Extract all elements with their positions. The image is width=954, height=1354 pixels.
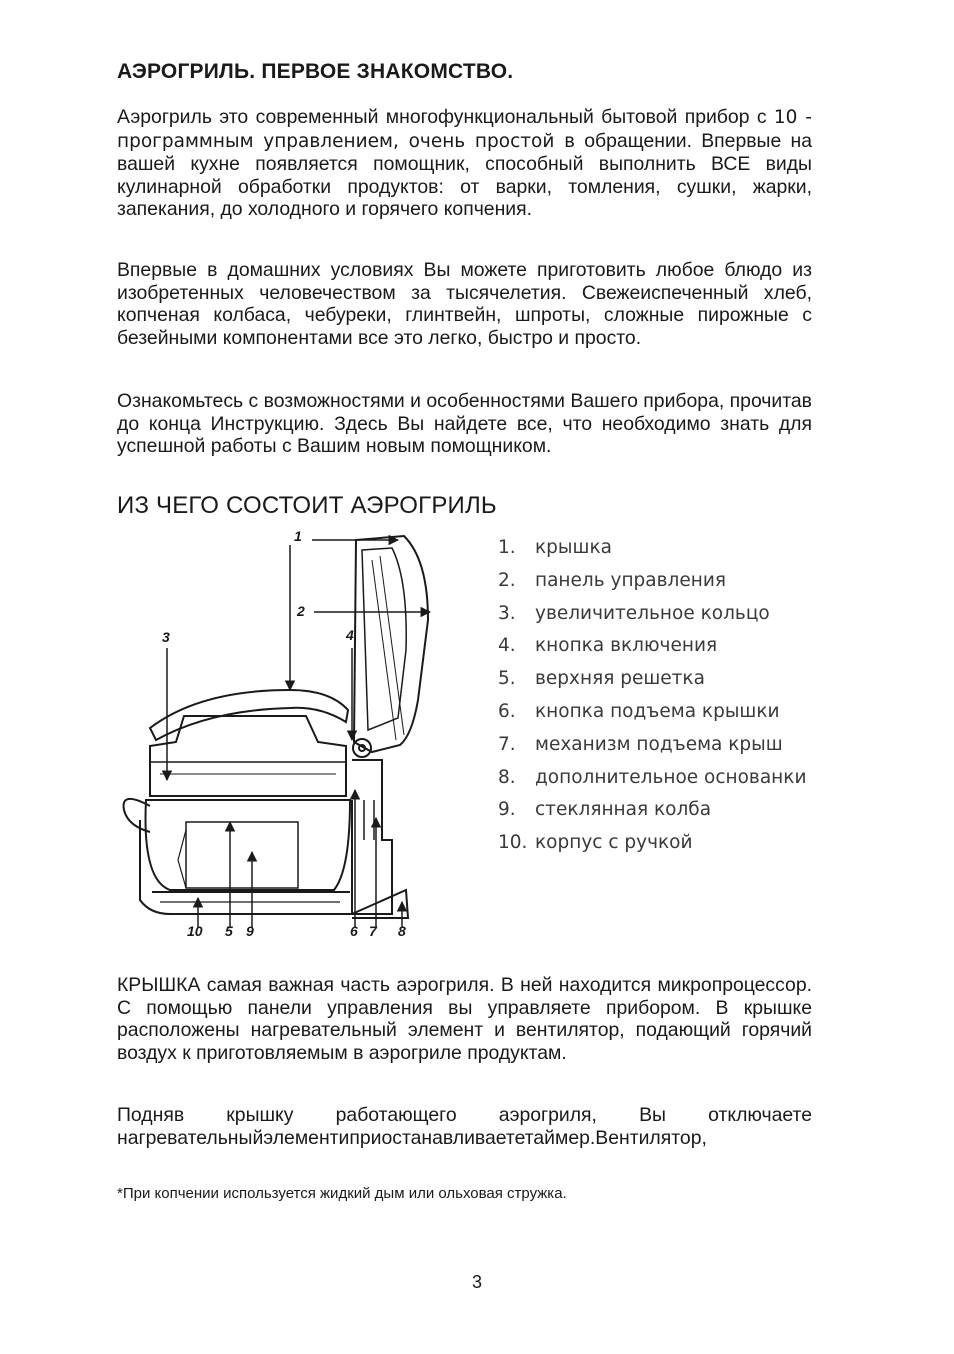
paragraph-lid-continued: Подняв крышку работающего аэрогриля, Вы отключаете нагревательныйэлементиприостанавливаететаймер.Вентилятор,: [117, 1104, 812, 1149]
list-item-label: кнопка включения: [535, 635, 718, 657]
list-item-label: крышка: [535, 537, 612, 558]
glass-bowl: [146, 800, 351, 890]
list-item: [498, 731, 806, 764]
list-item-label: механизм подъема крыш: [535, 733, 783, 755]
list-item-label: кнопка подъема крышки: [535, 700, 780, 722]
callout-8: 8: [398, 923, 406, 939]
list-item-number: 5.: [498, 668, 516, 690]
page-title: АЭРОГРИЛЬ. ПЕРВОЕ ЗНАКОМСТВО.: [117, 60, 514, 83]
callout-5: 5: [225, 923, 233, 939]
callout-9: 9: [246, 923, 254, 939]
list-item-number: 1.: [498, 537, 516, 558]
list-item-number: 3.: [498, 602, 516, 624]
list-item: [498, 632, 806, 665]
paragraph-2: Впервые в домашних условиях Вы можете приготовить любое блюдо из изобретенных человечеством за тысячелетия. Свежеиспеченный хлеб, копченая колбаса, чебуреки, глинтвейн, шпроты, сложные пирожные с безейными компонентами все это легко, быстро и просто.: [117, 259, 812, 349]
list-item: [498, 534, 806, 567]
list-item: [498, 698, 806, 731]
list-item: [498, 796, 806, 829]
parts-list: [498, 534, 806, 862]
list-item-label: увеличительное кольцо: [535, 602, 770, 624]
list-item: [498, 829, 806, 862]
list-item-number: 9.: [498, 799, 516, 821]
paragraph-3: Ознакомьтесь с возможностями и особенностями Вашего прибора, прочитав до конца Инструкцию. Здесь Вы найдете все, что необходимо знать для успешной работы с Вашим новым помощником.: [117, 390, 812, 458]
list-item-label: стеклянная колба: [535, 799, 712, 821]
list-item-number: 8.: [498, 766, 516, 788]
list-item-number: 4.: [498, 635, 516, 657]
list-item: [498, 764, 806, 797]
callout-1: 1: [294, 528, 302, 544]
footnote: *При копчении используется жидкий дым или ольховая стружка.: [117, 1185, 567, 1202]
top-rack: [186, 822, 298, 888]
list-item-label: корпус с ручкой: [535, 832, 693, 854]
callout-3: 3: [162, 629, 170, 645]
list-item: [498, 567, 806, 600]
list-item: [498, 600, 806, 633]
list-item-label: панель управления: [535, 569, 726, 591]
page-number: 3: [471, 1272, 482, 1292]
callout-2: 2: [297, 603, 305, 619]
callout-10: 10: [187, 923, 203, 939]
hinge: [353, 739, 371, 757]
housing: [140, 800, 352, 914]
list-item-number: 2.: [498, 569, 516, 591]
paragraph-lid: КРЫШКА самая важная часть аэрогриля. В ней находится микропроцессор. С помощью панели управления вы управляете прибором. В крышке расположены нагревательный элемент и вентилятор, подающий горячий воздух к приготовляемым в аэрогриле продуктам.: [117, 974, 812, 1064]
list-item-label: дополнительное основанки: [535, 766, 807, 788]
callout-6: 6: [350, 923, 358, 939]
section-heading: ИЗ ЧЕГО СОСТОИТ АЭРОГРИЛЬ: [117, 492, 497, 519]
support-post: [352, 760, 392, 914]
list-item-number: 7.: [498, 733, 516, 755]
extension-ring: [150, 716, 346, 796]
intro-text-start: Аэрогриль это современный многофункциональный бытовой прибор с: [117, 106, 774, 128]
callout-4: 4: [346, 627, 354, 643]
list-item-number: 6.: [498, 700, 516, 722]
list-item: [498, 665, 806, 698]
intro-text-emphasis: 10 - программным управлением, очень простой в: [117, 107, 812, 152]
intro-text-end: обращении. Впервые на вашей кухне появляется помощник, способный выполнить ВСЕ виды кулинарной обработки продуктов: от варки, томления, сушки, жарки, запекания, до холодного и горячего копчения.: [117, 129, 812, 221]
callout-7: 7: [369, 923, 377, 939]
list-item-label: верхняя решетка: [535, 668, 705, 690]
list-item-number: 10.: [498, 832, 528, 854]
